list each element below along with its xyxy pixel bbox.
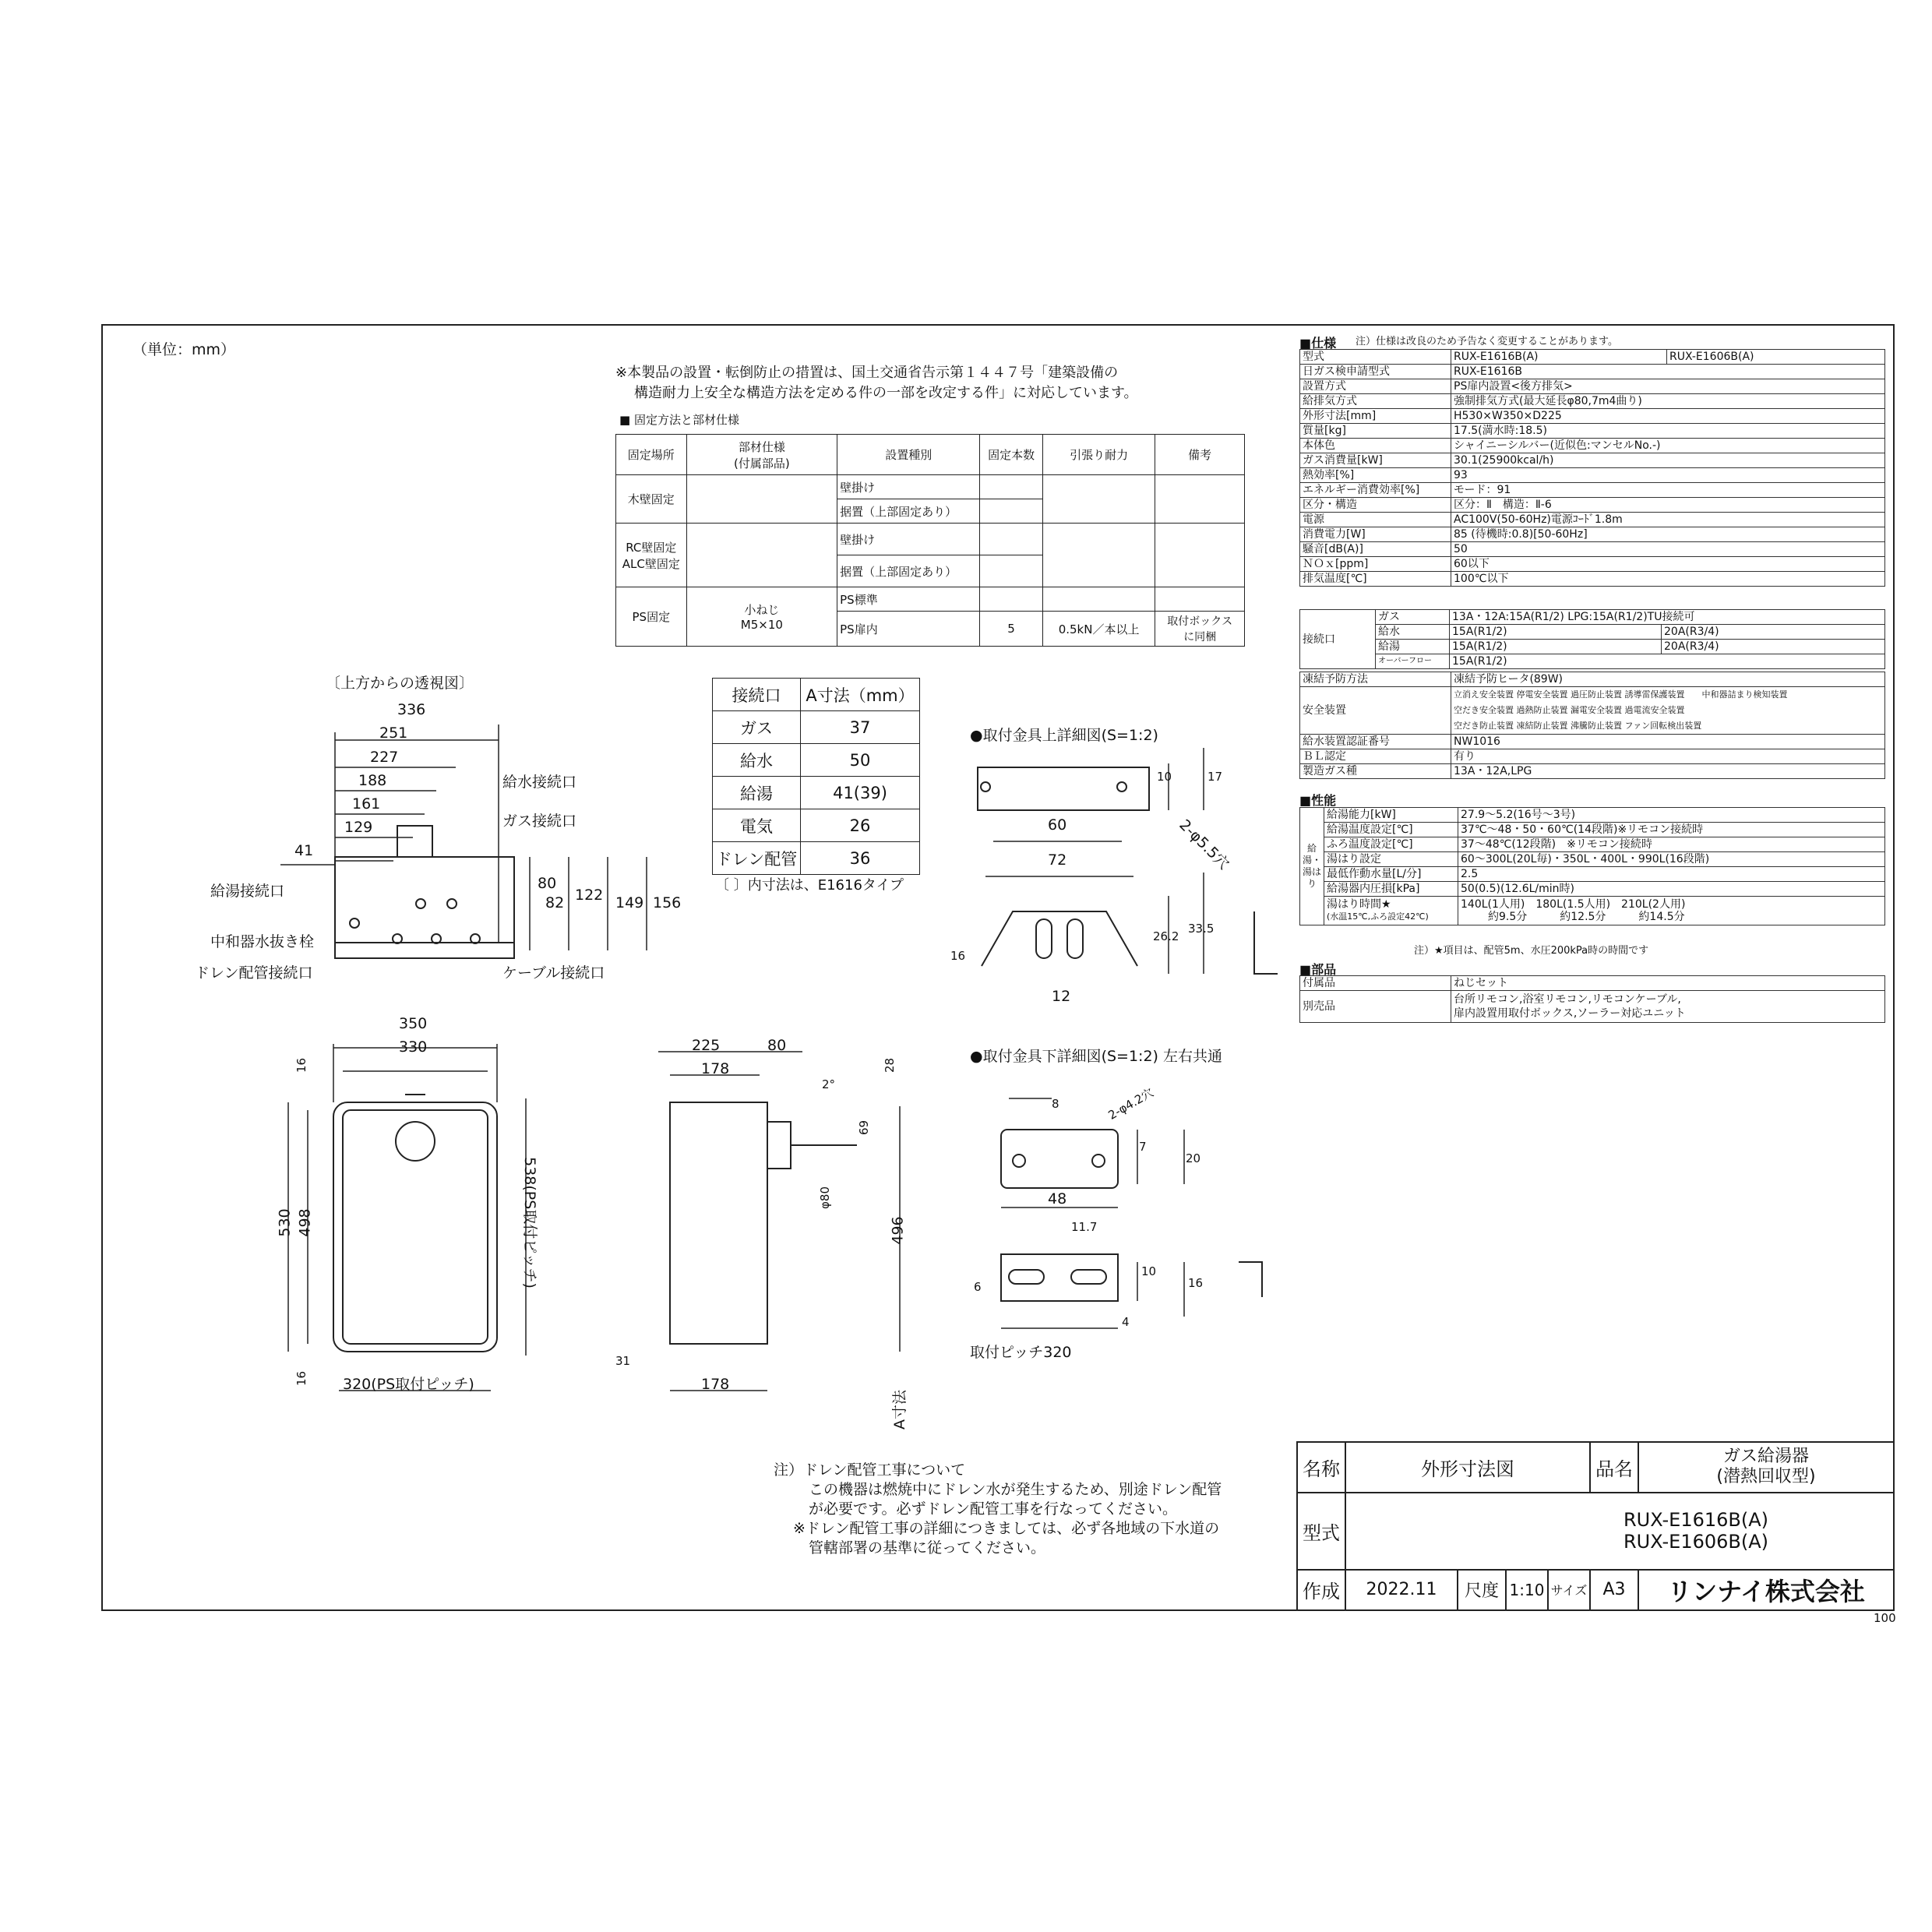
strength-blank (1042, 587, 1155, 612)
fix-place-rc: RC壁固定 ALC壁固定 (616, 524, 687, 587)
connect-sub: オーバーフロー (1376, 654, 1450, 669)
type-wall: 壁掛け (837, 475, 980, 499)
perf-value: 60～300L(20L毎)・350L・400L・990L(16段階) (1458, 852, 1885, 867)
table-header: A寸法（mm） (801, 679, 920, 711)
dim-label: 225 (692, 1037, 721, 1054)
dim-label: 330 (399, 1038, 428, 1056)
spec-key: 給排気方式 (1300, 394, 1451, 409)
dim-label: A寸法 (891, 1390, 908, 1430)
model-label: 型式 (1297, 1493, 1345, 1570)
spec-key: ＮＯｘ[ppm] (1300, 557, 1451, 572)
label-gas-inlet: ガス接続口 (502, 813, 577, 830)
count-blank (980, 475, 1042, 499)
safety-line: 立消え安全装置 停電安全装置 過圧防止装置 誘導雷保護装置 中和器詰まり検知装置 (1454, 689, 1788, 700)
fill-time-durations: 約9.5分 約12.5分 約14.5分 (1488, 911, 1685, 923)
front-view-drawing (288, 1044, 526, 1391)
perf-key: 湯はり設定 (1324, 852, 1458, 867)
spec-value: 60以下 (1451, 557, 1885, 572)
spec-value: 強制排気方式(最大延長φ80,7m4曲り) (1451, 394, 1885, 409)
table-cell: 電気 (713, 809, 801, 842)
spec-key: 消費電力[W] (1300, 527, 1451, 542)
spec-note: 注）仕様は改良のため予告なく変更することがあります。 (1356, 336, 1618, 347)
spec-value: H530×W350×D225 (1451, 409, 1885, 424)
fix-place-ps: PS固定 (616, 587, 687, 647)
parts-value: 台所リモコン,浴室リモコン,リモコンケーブル, 扉内設置用取付ボックス,ソーラー対応ユニット (1451, 991, 1885, 1023)
drain-note-line: 管轄部署の基準に従ってください。 (809, 1539, 1046, 1557)
table-header: 固定本数 (980, 435, 1042, 475)
dim-label: 251 (379, 724, 408, 742)
unit-label: （単位：mm） (132, 341, 236, 358)
dim-label: 11.7 (1071, 1220, 1098, 1234)
dim-label: 69 (857, 1119, 872, 1136)
dim-label: 2-φ4.2穴 (1105, 1085, 1156, 1123)
parts-value: ねじセット (1451, 976, 1885, 991)
dim-label: 60 (1048, 816, 1067, 834)
vdim-label: 122 (575, 887, 604, 904)
spec-connect-table (1299, 609, 1885, 669)
made-label: 作成 (1297, 1570, 1345, 1611)
spec-key: 接続口 (1300, 610, 1376, 669)
dim-label: 530 (276, 1208, 294, 1237)
spec-value: シャイニーシルバー(近似色:マンセルNo.-) (1451, 439, 1885, 453)
perf-key: 最低作動水量[L/分] (1324, 867, 1458, 882)
spec-value: 50 (1451, 542, 1885, 557)
spec-key: 熱効率[%] (1300, 468, 1451, 483)
note-blank (1155, 587, 1245, 612)
spec-value: 17.5(満水時:18.5) (1451, 424, 1885, 439)
spec-key: 型式 (1300, 350, 1451, 365)
table-cell: 給湯 (713, 777, 801, 809)
drain-note-line: ※ドレン配管工事の詳細につきましては、必ず各地域の下水道の (793, 1520, 1220, 1537)
drawing-name: 外形寸法図 (1345, 1442, 1590, 1493)
table-header: 部材仕様 (付属部品) (686, 435, 837, 475)
dim-label: 2° (822, 1077, 836, 1091)
fixing-method-table (615, 434, 1245, 647)
dim-label: 10 (1157, 770, 1172, 784)
dim-label: 336 (397, 701, 426, 718)
spec-key: 日ガス検申請型式 (1300, 365, 1451, 379)
drain-note-line: この機器は燃焼中にドレン水が発生するため、別途ドレン配管 (809, 1481, 1222, 1498)
label-water-inlet: 給水接続口 (502, 774, 577, 791)
spec-value: PS扉内設置<後方排気> (1451, 379, 1885, 394)
table-cell: 37 (801, 711, 920, 744)
vdim-label: 149 (615, 894, 644, 911)
table-header: 設置種別 (837, 435, 980, 475)
dim-label: 350 (399, 1015, 428, 1032)
dim-label: 178 (701, 1376, 730, 1393)
dim-label: 16 (1188, 1276, 1204, 1290)
connect-value: 15A(R1/2) (1450, 640, 1662, 654)
dim-label: 10 (1141, 1264, 1157, 1278)
type-ps-door: PS扉内 (837, 612, 980, 647)
table-header: 固定場所 (616, 435, 687, 475)
connect-value: 15A(R1/2) (1450, 654, 1885, 669)
dim-label: 28 (883, 1057, 897, 1074)
fixing-table-caption: ■ 固定方法と部材仕様 (619, 413, 739, 427)
bracket-bottom-caption: ●取付金具下詳細図(S=1:2) 左右共通 (970, 1048, 1223, 1065)
dim-label: 7 (1139, 1140, 1147, 1154)
spec-key: 本体色 (1300, 439, 1451, 453)
perf-table (1299, 807, 1885, 925)
notice-line-2: 構造耐力上安全な構造方法を定める件の一部を改定する件」に対応しています。 (634, 385, 1138, 401)
dim-label: 26.2 (1153, 929, 1179, 943)
perf-value: 50(0.5)(12.6L/min時) (1458, 882, 1885, 897)
dim-label: 16 (294, 1370, 309, 1387)
top-view-caption: 〔上方からの透視図〕 (326, 675, 474, 692)
table-header: 引張り耐力 (1042, 435, 1155, 475)
spec-tail-table (1299, 672, 1885, 779)
type-wall: 壁掛け (837, 524, 980, 555)
connect-value: 20A(R3/4) (1662, 625, 1885, 640)
notice-line-1: ※本製品の設置・転倒防止の措置は、国土交通省告示第１４４７号「建築設備の (615, 365, 1119, 381)
spec-value: 85 (待機時:0.8)[50-60Hz] (1451, 527, 1885, 542)
spec-key: 外形寸法[mm] (1300, 409, 1451, 424)
table-header: 接続口 (713, 679, 801, 711)
spec-key: 排気温度[℃] (1300, 572, 1451, 587)
perf-value: 2.5 (1458, 867, 1885, 882)
type-ps-standard: PS標準 (837, 587, 980, 612)
fill-time-sub: (水温15℃,ふろ設定42℃) (1327, 911, 1429, 922)
table-cell: ガス (713, 711, 801, 744)
dim-label: 48 (1048, 1190, 1067, 1208)
drain-note (774, 1461, 1222, 1558)
spec-value: AC100V(50-60Hz)電源ｺｰﾄﾞ1.8m (1451, 513, 1885, 527)
perf-title: ■性能 (1299, 793, 1337, 808)
model-value: RUX-E1616B(A) RUX-E1606B(A) (1345, 1493, 1894, 1570)
parts-table (1299, 975, 1885, 1023)
spec-value: RUX-E1616B (1451, 365, 1885, 379)
spec-key: 凍結予防方法 (1300, 672, 1451, 687)
label-hot-water-outlet: 給湯接続口 (210, 883, 285, 900)
spec-table (1299, 349, 1885, 587)
fill-time-label: 湯はり時間★ (1327, 898, 1391, 911)
dim-label: 6 (974, 1280, 982, 1294)
fix-place-wood: 木壁固定 (616, 475, 687, 524)
company-name: リンナイ株式会社 (1638, 1570, 1894, 1611)
spec-value: 凍結予防ヒータ(89W) (1451, 672, 1885, 687)
note-blank (1155, 524, 1245, 587)
ps-member: 小ねじ M5×10 (686, 587, 837, 647)
dim-label: 33.5 (1188, 922, 1215, 936)
label-drain-pipe: ドレン配管接続口 (195, 964, 313, 982)
dim-label: 17 (1208, 770, 1223, 784)
member-blank (686, 524, 837, 587)
label-cable-inlet: ケーブル接続口 (502, 964, 605, 982)
parts-key: 付属品 (1300, 976, 1451, 991)
dim-label: 4 (1122, 1315, 1130, 1329)
count-blank (980, 524, 1042, 555)
perf-key: 給湯温度設定[℃] (1324, 823, 1458, 837)
spec-value: 30.1(25900kcal/h) (1451, 453, 1885, 468)
member-blank (686, 475, 837, 524)
strength-blank (1042, 475, 1155, 524)
spec-key: 設置方式 (1300, 379, 1451, 394)
table-cell: 41(39) (801, 777, 920, 809)
spec-key: エネルギー消費効率[%] (1300, 483, 1451, 498)
safety-line: 空だき安全装置 過熱防止装置 漏電安全装置 過電流安全装置 (1454, 705, 1685, 715)
bracket-top-drawing (978, 748, 1278, 974)
safety-line: 空だき防止装置 凍結防止装置 沸騰防止装置 ファン回転検出装置 (1454, 721, 1702, 731)
spec-value: 有り (1451, 749, 1885, 764)
spec-key: ＢＬ認定 (1300, 749, 1451, 764)
dim-label: 188 (358, 772, 387, 789)
dim-label: 538(PS取付ピッチ) (520, 1157, 538, 1289)
dim-label: 178 (701, 1060, 730, 1077)
connection-table (712, 678, 920, 875)
perf-value: 37～48℃(12段階) ※リモコン接続時 (1458, 837, 1885, 852)
perf-key: 給湯器内圧損[kPa] (1324, 882, 1458, 897)
spec-key: 区分・構造 (1300, 498, 1451, 513)
product-name: ガス給湯器 (潜熱回収型) (1638, 1442, 1894, 1493)
spec-key: 安全装置 (1300, 687, 1451, 735)
dim-label: 129 (344, 819, 373, 836)
count-blank (980, 499, 1042, 524)
connect-sub: 給水 (1376, 625, 1450, 640)
spec-value: 93 (1451, 468, 1885, 483)
spec-key: 製造ガス種 (1300, 764, 1451, 779)
perf-value: 37℃～48・50・60℃(14段階)※リモコン接続時 (1458, 823, 1885, 837)
spec-value: 区分：Ⅱ 構造：Ⅱ-6 (1451, 498, 1885, 513)
dim-label: 16 (950, 949, 966, 963)
perf-key: ふろ温度設定[℃] (1324, 837, 1458, 852)
parts-key: 別売品 (1300, 991, 1451, 1023)
spec-value: NW1016 (1451, 735, 1885, 749)
spec-key: ガス消費量[kW] (1300, 453, 1451, 468)
parts-title: ■部品 (1299, 962, 1337, 977)
spec-key: 騒音[dB(A)] (1300, 542, 1451, 557)
name-label: 名称 (1297, 1442, 1345, 1493)
dim-label: 8 (1052, 1097, 1059, 1111)
strength-blank (1042, 524, 1155, 587)
table-cell: 26 (801, 809, 920, 842)
vdim-label: 80 (538, 875, 557, 892)
count-blank (980, 587, 1042, 612)
dim-label: φ80 (817, 1186, 832, 1209)
product-label: 品名 (1590, 1442, 1638, 1493)
connection-table-note: 〔 〕内寸法は、E1616タイプ (715, 877, 904, 894)
table-cell: 36 (801, 842, 920, 875)
fill-time-volumes: 140L(1人用) 180L(1.5人用) 210L(2人用) (1461, 898, 1686, 911)
top-view-drawing (280, 724, 647, 958)
type-floor: 据置（上部固定あり） (837, 499, 980, 524)
dim-label: 16 (294, 1057, 309, 1074)
bracket-top-caption: ●取付金具上詳細図(S=1:2) (970, 727, 1158, 744)
spec-key: 給水装置認証番号 (1300, 735, 1451, 749)
spec-value: 13A・12A,LPG (1451, 764, 1885, 779)
spec-value: 100℃以下 (1451, 572, 1885, 587)
scale-label: 尺度 (1458, 1570, 1506, 1611)
connect-value: 20A(R3/4) (1662, 640, 1885, 654)
dim-label: 80 (767, 1037, 787, 1054)
bracket-bottom-drawing (1001, 1098, 1262, 1328)
connect-sub: ガス (1376, 610, 1450, 625)
dim-label: 20 (1186, 1151, 1201, 1165)
type-floor: 据置（上部固定あり） (837, 555, 980, 587)
table-cell: 50 (801, 744, 920, 777)
spec-model: RUX-E1606B(A) (1667, 350, 1885, 365)
drain-note-line: が必要です。必ずドレン配管工事を行なってください。 (809, 1500, 1178, 1518)
connect-sub: 給湯 (1376, 640, 1450, 654)
size-value: A3 (1590, 1570, 1638, 1611)
dim-label: 72 (1048, 851, 1067, 869)
spec-value: モード：91 (1451, 483, 1885, 498)
spec-model: RUX-E1616B(A) (1451, 350, 1667, 365)
drain-note-line: 注）ドレン配管工事について (774, 1461, 966, 1479)
made-date: 2022.11 (1345, 1570, 1458, 1611)
perf-key: 給湯能力[kW] (1324, 808, 1458, 823)
connect-value: 13A・12A:15A(R1/2) LPG:15A(R1/2)TU接続可 (1450, 610, 1885, 625)
vdim-label: 156 (653, 894, 682, 911)
table-cell: 給水 (713, 744, 801, 777)
label-neutralizer-drain: 中和器水抜き栓 (210, 933, 315, 950)
table-cell: ドレン配管 (713, 842, 801, 875)
note-blank (1155, 475, 1245, 524)
spec-key: 電源 (1300, 513, 1451, 527)
dim-label: 498 (296, 1208, 314, 1237)
ps-strength: 0.5kN／本以上 (1042, 612, 1155, 647)
spec-title: ■仕様 (1299, 336, 1337, 351)
perf-value: 27.9～5.2(16号～3号) (1458, 808, 1885, 823)
spec-key: 質量[kg] (1300, 424, 1451, 439)
page-number: 100 (1874, 1611, 1896, 1625)
dim-label: 31 (615, 1354, 631, 1368)
dim-label: 496 (889, 1216, 907, 1245)
dim-label: 2-φ5.5穴 (1176, 816, 1233, 873)
dim-label: 161 (352, 795, 381, 813)
perf-side-label: 給湯・湯はり (1300, 808, 1324, 925)
connect-value: 15A(R1/2) (1450, 625, 1662, 640)
dim-label: 320(PS取付ピッチ) (343, 1376, 474, 1393)
dim-label: 227 (370, 749, 399, 766)
scale-value: 1:10 (1506, 1570, 1548, 1611)
vdim-label: 82 (545, 894, 565, 911)
ps-note: 取付ボックス に同梱 (1155, 612, 1245, 647)
size-label: サイズ (1548, 1570, 1590, 1611)
dim-label: 41 (294, 842, 314, 859)
perf-note: 注）★項目は、配管5m、水圧200kPa時の時間です (1414, 945, 1649, 957)
count-blank (980, 555, 1042, 587)
pitch-label: 取付ピッチ320 (970, 1344, 1072, 1361)
dim-label: 12 (1052, 988, 1071, 1005)
ps-count: 5 (980, 612, 1042, 647)
table-header: 備考 (1155, 435, 1245, 475)
title-block (1296, 1441, 1895, 1611)
side-view-drawing (658, 1052, 900, 1391)
